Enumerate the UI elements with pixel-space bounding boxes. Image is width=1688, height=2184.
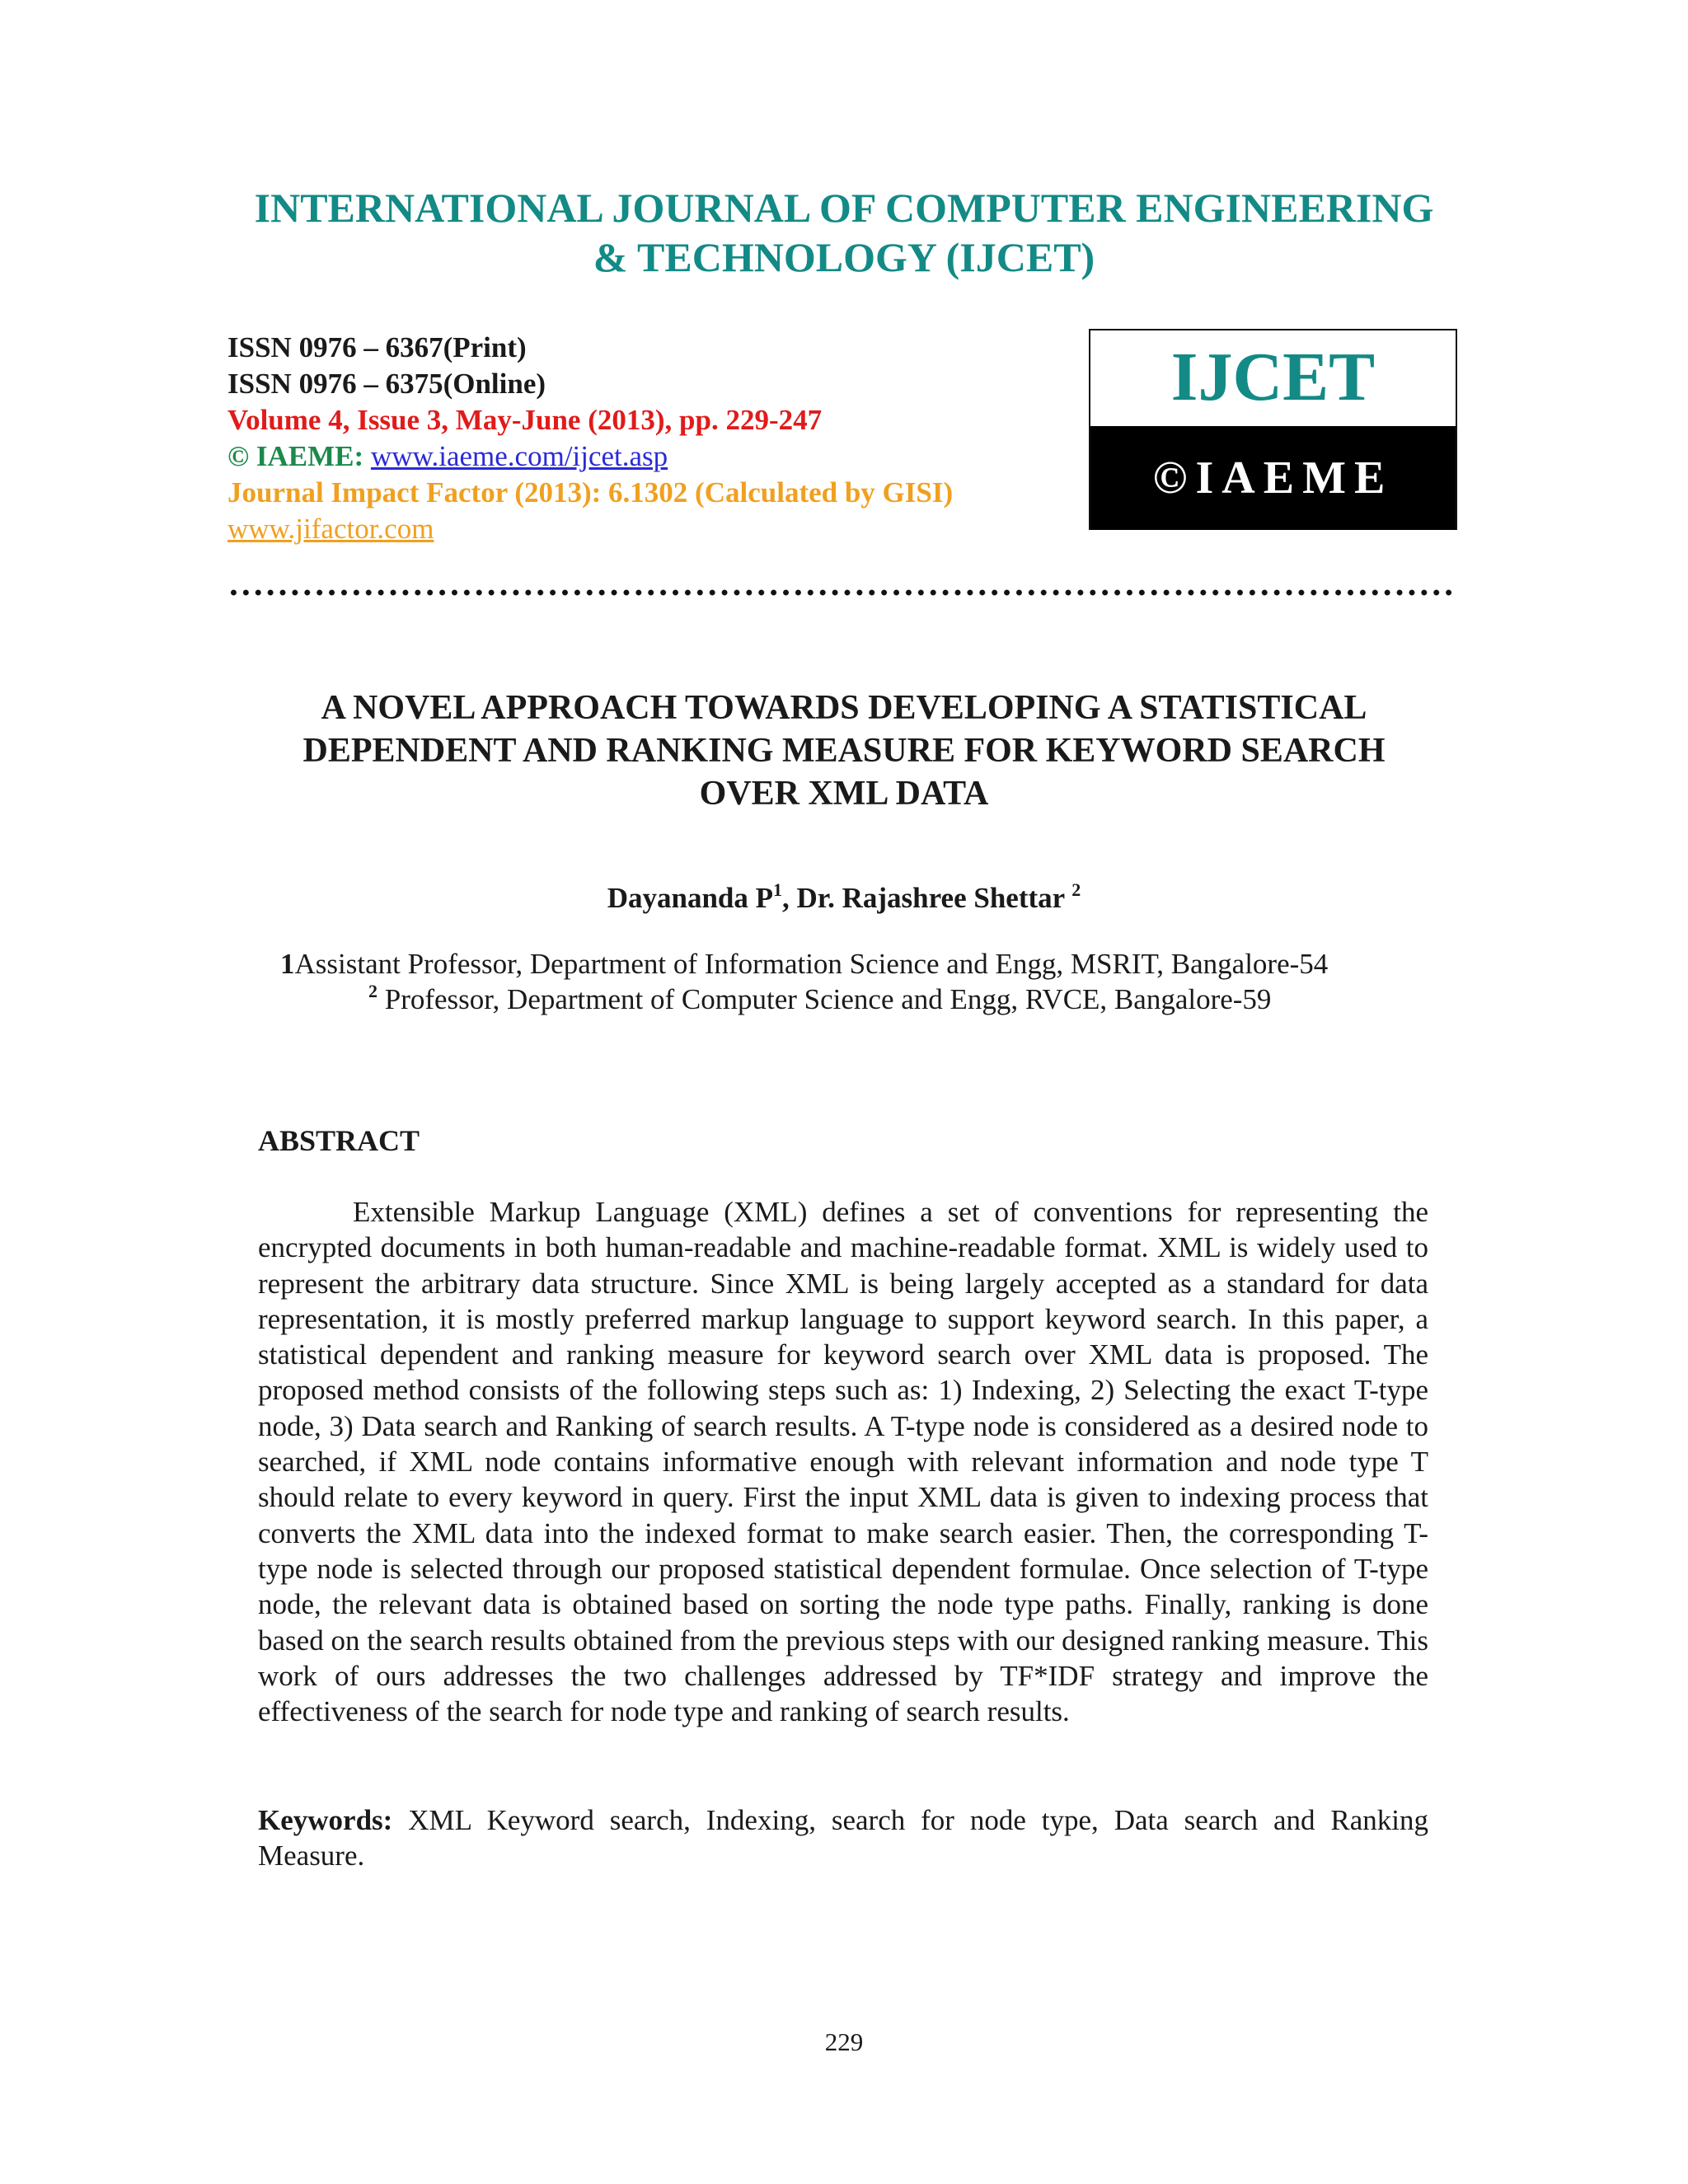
volume-issue: Volume 4, Issue 3, May-June (2013), pp. 229-247: [227, 404, 823, 436]
affiliation-2: [368, 982, 1271, 1018]
abstract-body: Extensible Markup Language (XML) defines a set of conventions for representing the encrypted documents in both human-readable and machine-readable format. XML is widely used to represent the arbitrary data structure. Since XML is being largely accepted as a standard for data representation, it is mostly preferred markup language to support keyword search. In this paper, a statistical dependent and ranking measure for keyword search over XML data is proposed. The proposed method consists of the following steps such as: 1) Indexing, 2) Selecting the exact T-type node, 3) Data search and Ranking of search results. A T-type node is considered as a desired node to searched, if XML node contains informative enough with relevant information and node type T should relate to every keyword in query. First the input XML data is given to indexing process that converts the XML data into the indexed format to make search easier. Then, the corresponding T-type node is selected through our proposed statistical dependent formulae. Once selection of T-type node, the relevant data is obtained based on sorting the node type paths. Finally, ranking is done based on the search results obtained from the previous steps with our designed ranking measure. This work of ours addresses the two challenges addressed by TF*IDF strategy and improve the effectiveness of the search for node type and ranking of search results.: [258, 1196, 1428, 1728]
ijcet-logo: [1089, 329, 1457, 530]
journal-info: [227, 330, 1052, 547]
abstract-heading: ABSTRACT: [258, 1124, 420, 1157]
logo-iaeme-text: ©IAEME: [1090, 426, 1456, 530]
impact-factor: Journal Impact Factor (2013): 6.1302 (Calculated by GISI): [227, 476, 954, 509]
iaeme-label: © IAEME:: [227, 440, 371, 472]
authors: [0, 880, 1688, 916]
paper-title-line2: DEPENDENT AND RANKING MEASURE FOR KEYWORD SEARCH: [302, 732, 1386, 770]
keywords-label: Keywords:: [258, 1804, 393, 1836]
paper-title: [0, 687, 1688, 815]
author-2-sup: 2: [1071, 879, 1081, 900]
journal-title: [0, 183, 1688, 282]
dotted-divider: [227, 588, 1454, 597]
keywords: [258, 1802, 1428, 1874]
affiliation-1: [280, 946, 1328, 982]
paper-title-line1: A NOVEL APPROACH TOWARDS DEVELOPING A STATISTICAL: [321, 689, 1367, 727]
affiliation-1-text: Assistant Professor, Department of Information Science and Engg, MSRIT, Bangalore-54: [294, 948, 1329, 980]
iaeme-line: [227, 438, 1052, 475]
affiliation-2-text: Professor, Department of Computer Science and Engg, RVCE, Bangalore-59: [377, 983, 1272, 1015]
journal-title-line1: INTERNATIONAL JOURNAL OF COMPUTER ENGINEERING: [254, 185, 1434, 231]
page-number: 229: [824, 2027, 864, 2056]
paper-title-line3: OVER XML DATA: [699, 775, 989, 813]
jifactor-link[interactable]: www.jifactor.com: [227, 513, 434, 545]
author-1: Dayananda P: [607, 882, 774, 914]
author-2: Dr. Rajashree Shettar: [796, 882, 1072, 914]
issn-print: ISSN 0976 – 6367(Print): [227, 331, 527, 363]
affiliation-2-marker: 2: [368, 981, 377, 1001]
author-separator: ,: [782, 882, 797, 914]
keywords-text: XML Keyword search, Indexing, search for node type, Data search and Ranking Measure.: [258, 1804, 1428, 1872]
affiliation-1-marker: 1: [280, 948, 295, 980]
journal-title-line2: & TECHNOLOGY (IJCET): [593, 234, 1095, 280]
iaeme-link[interactable]: www.iaeme.com/ijcet.asp: [370, 440, 668, 472]
issn-online: ISSN 0976 – 6375(Online): [227, 368, 546, 400]
logo-ijcet-text: IJCET: [1170, 339, 1376, 415]
author-1-sup: 1: [773, 879, 783, 900]
